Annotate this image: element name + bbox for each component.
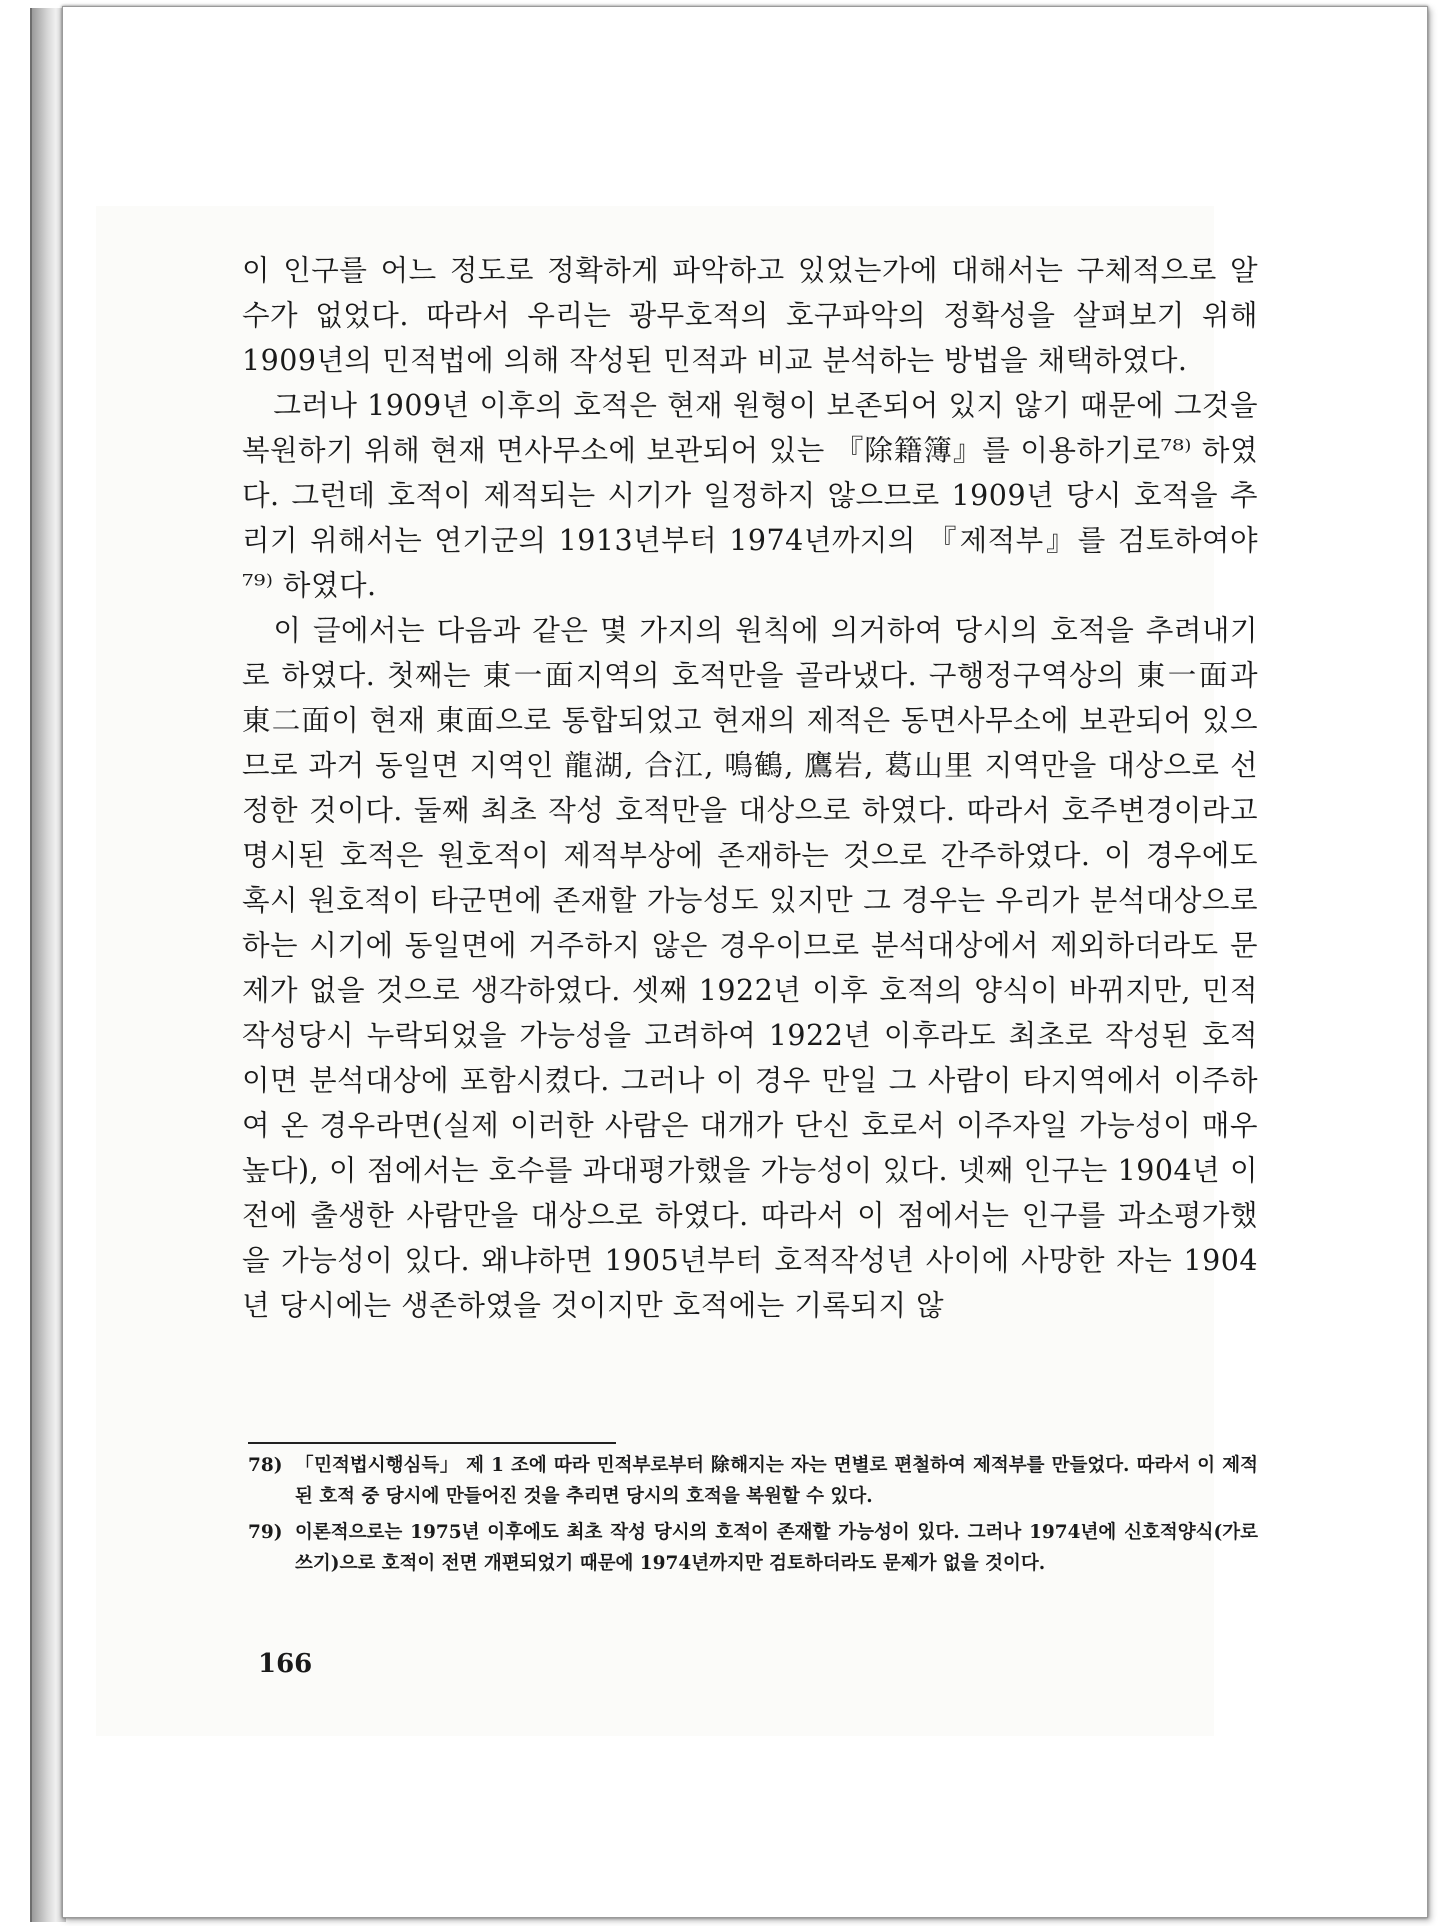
paragraph-2: 그러나 1909년 이후의 호적은 현재 원형이 보존되어 있지 않기 때문에 그것을 복원하기 위해 현재 면사무소에 보관되어 있는 『除籍簿』를 이용하기로⁷⁸⁾ 하였다. 그런데 호적이 제적되는 시기가 일정하지 않으므로 1909년 당시 호적을 추리기 위해서는 연기군의 1913년부터 1974년까지의 『제적부』를 검토하여야⁷⁹⁾ 하였다. [242, 389, 1258, 602]
footnote-text: 이론적으로는 1975년 이후에도 최초 작성 당시의 호적이 존재할 가능성이 있다. 그러나 1974년에 신호적양식(가로쓰기)으로 호적이 전면 개편되었기 때문에 1974년까지만 검토하더라도 문제가 없을 것이다. [295, 1522, 1258, 1574]
footnote-number: 78) [248, 1455, 283, 1476]
footnote-78 [248, 1451, 1258, 1512]
footnote-text: 「민적법시행심득」 제 1 조에 따라 민적부로부터 除해지는 자는 면별로 편철하여 제적부를 만들었다. 따라서 이 제적된 호적 중 당시에 만들어진 것을 추리면 당시의 호적을 복원할 수 있다. [295, 1455, 1258, 1507]
body-text [242, 248, 1258, 1328]
page-number: 166 [258, 1649, 313, 1679]
footnotes [248, 1451, 1258, 1579]
footnote-79 [248, 1518, 1258, 1579]
paragraph-1: 이 인구를 어느 정도로 정확하게 파악하고 있었는가에 대해서는 구체적으로 알 수가 없었다. 따라서 우리는 광무호적의 호구파악의 정확성을 살펴보기 위해 1909년의 민적법에 의해 작성된 민적과 비교 분석하는 방법을 채택하였다. [242, 254, 1258, 377]
book-spine-edge [30, 8, 66, 1922]
footnote-separator [248, 1442, 616, 1444]
footnote-number: 79) [248, 1522, 283, 1543]
paragraph-3: 이 글에서는 다음과 같은 몇 가지의 원칙에 의거하여 당시의 호적을 추려내기로 하였다. 첫째는 東一面지역의 호적만을 골라냈다. 구행정구역상의 東一面과 東二面이 현재 東面으로 통합되었고 현재의 제적은 동면사무소에 보관되어 있으므로 과거 동일면 지역인 龍湖, 合江, 鳴鶴, 鷹岩, 葛山里 지역만을 대상으로 선정한 것이다. 둘째 최초 작성 호적만을 대상으로 하였다. 따라서 호주변경이라고 명시된 호적은 원호적이 제적부상에 존재하는 것으로 간주하였다. 이 경우에도 혹시 원호적이 타군면에 존재할 가능성도 있지만 그 경우는 우리가 분석대상으로 하는 시기에 동일면에 거주하지 않은 경우이므로 분석대상에서 제외하더라도 문제가 없을 것으로 생각하였다. 셋째 1922년 이후 호적의 양식이 바뀌지만, 민적 작성당시 누락되었을 가능성을 고려하여 1922년 이후라도 최초로 작성된 호적이면 분석대상에 포함시켰다. 그러나 이 경우 만일 그 사람이 타지역에서 이주하여 온 경우라면(실제 이러한 사람은 대개가 단신 호로서 이주자일 가능성이 매우 높다), 이 점에서는 호수를 과대평가했을 가능성이 있다. 넷째 인구는 1904년 이전에 출생한 사람만을 대상으로 하였다. 따라서 이 점에서는 인구를 과소평가했을 가능성이 있다. 왜냐하면 1905년부터 호적작성년 사이에 사망한 자는 1904년 당시에는 생존하였을 것이지만 호적에는 기록되지 않 [242, 614, 1258, 1322]
